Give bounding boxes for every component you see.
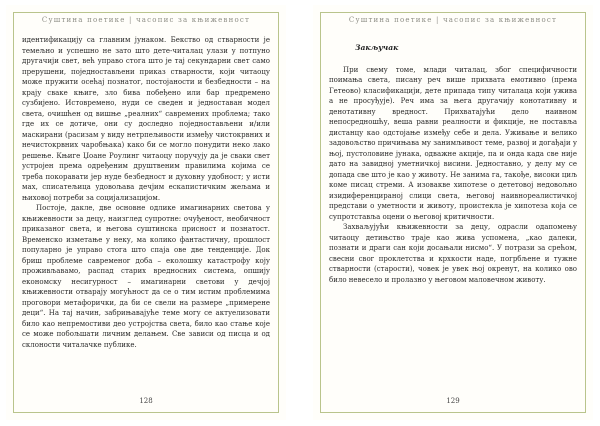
- page-number-left: 128: [139, 397, 153, 405]
- right-page: [313, 5, 593, 420]
- paragraph: Захваљујући књижевности за децу, одрасли одапомењу читаоцу детињство траје као жива успомена, „као далеки, познати и драги сан који досањали нисмо“. У потрази за срећом, свесни свог проклетства и крхкости наде, погрбљене и тужне стварности (старости), човек је увек њој окренут, на колико ово било невесело и пролазно у његовом маловечном животу.: [329, 223, 577, 284]
- running-header-left: Суштина поетике | часопис за књижевност: [41, 16, 251, 24]
- running-header-right: Суштина поетике | часопис за књижевност: [348, 16, 558, 24]
- left-page-body: [22, 35, 270, 350]
- paragraph: При свему томе, млади читалац, због специфичности поимања света, писану реч више прихвата емотивно (према Гетеово) класификацији, дете припада типу читалаца који ужива а не просуђује). Реч има за њега другачију конотативну и денотативну вредност. Прихватајући дело наивном непосредношћу, веша равни реалности и фикције, не поставља дистанцу као одстојање између себе и дела. Уживање и велико задовољство причињава му занимљивост теме, развој и догађаји у њој, пустоловине јунака, одважне акције, па и онда када све није дато на завидној уметничкој висини. Једноставно, у делу му се допада све што је као у животу. Не занима га, такође, високи циљ коме писац стреми. А изовакве хипотезе о дететовој недовољно изидиференцираној слици света, његовој наивнореалистичкој представи о уметности и животу, проистекла је хипотеза која се супротставља оцени о његовој критичности.: [329, 65, 577, 221]
- page-number-right: 129: [446, 397, 460, 405]
- section-heading: Закључак: [355, 43, 399, 52]
- left-page: [6, 5, 286, 420]
- paragraph: Постоје, дакле, две основне одлике имагинарних светова у књижевности за децу, наизглед супротне: очуђеност, необичност приказаног света, и његова суштинска присност и познатост. Временско изметање у неку, ма колико фантастичну, прошлост популарно је управо стога што спаја ове две тенденције. Док бриш проблеме савременог доба – еколошку катастрофу коју проживљавамо, распад старих вредносних система, опшију економску несигурност – имагинарни светови у дечјој књижевности отварају могућност да се о тим истим проблемима проговори метафорички, да би се свели на размере „примерене деци“. На тај начин, забрињавајуће теме могу се актуелизовати било као непремостиви део устројства света, било као стање које се може побољшати личним делањем. Све зависи од писца и од склоности читалачке публике.: [22, 204, 270, 349]
- paragraph: идентификацију са главним јунаком. Бекство од стварности је темељно и успешно не зато што дете-читалац улази у потпуно другачији свет, већ управо стога што је тај секундарни свет само прерушени, поједностављени приказ стварности, који читаоцу може пружити осећај познатог, постојаности и безбедности – на крају сваке књиге, зло бива побеђено или бар предремено сузбијено. Истовремено, нуди се сведен и једноставан модел света, очишћен од вишње „реалних“ савремених проблема; тако где их се дотиче, они су доследно поједностављени и/или маскирани (расизам у виду нетрпељивости између чистокрвних и нечистокрвних чаробњака) како би се могло понудити неко лако решење. Књиге Џоане Роулинг читаоцу поручују да је сваки свет устројен према одређеним друштвеним правилима којима се треба покоравати јер нуде безбедност и духовну удобност; у исти мах, списатељица удовољава дечјим ескапистичким жељама и њиховој потреби за социјализацијом.: [22, 36, 270, 202]
- right-page-body: [329, 35, 577, 285]
